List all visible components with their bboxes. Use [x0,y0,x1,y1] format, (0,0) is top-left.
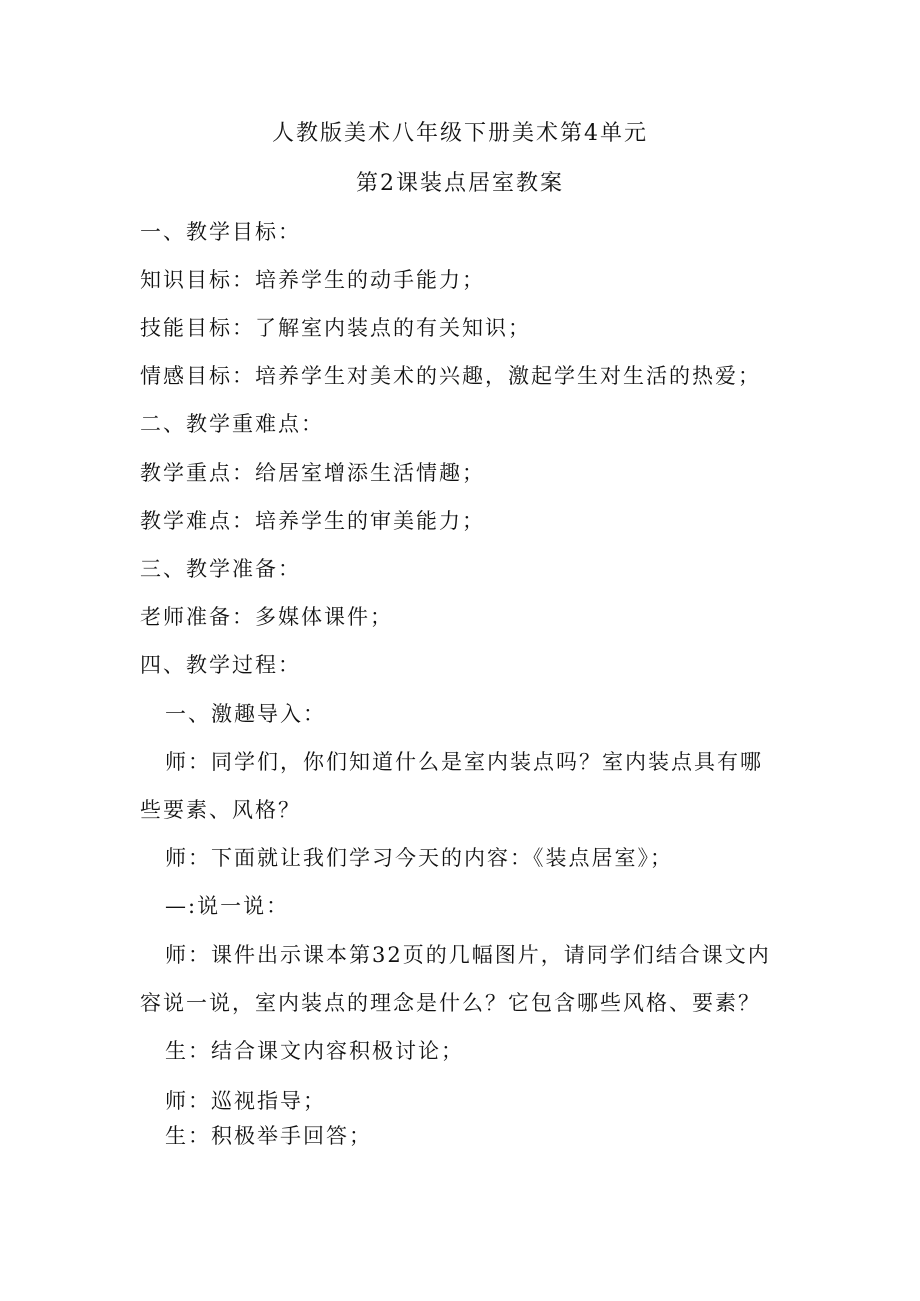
paragraph-teacher-question-line2: 些要素、风格？ [140,798,301,822]
paragraph-teacher-preparation: 老师准备：多媒体课件； [140,605,393,629]
paragraph-emotion-goal: 情感目标：培养学生对美术的兴趣，激起学生对生活的热爱； [140,364,761,388]
paragraph-key-point: 教学重点：给居室增添生活情趣； [140,461,485,485]
paragraph-teacher-slides-line1: 师：课件出示课本第32页的几幅图片，请同学们结合课文内 [165,943,771,967]
document-subtitle: 第2课装点居室教案 [356,171,564,196]
paragraph-skill-goal: 技能目标：了解室内装点的有关知识； [140,316,531,340]
paragraph-student-discuss: 生：结合课文内容积极讨论； [165,1039,464,1063]
paragraph-teacher-question-line1: 师：同学们，你们知道什么是室内装点吗？室内装点具有哪 [165,750,763,774]
paragraph-teacher-guide: 师：巡视指导； [165,1089,326,1113]
document-title: 人教版美术八年级下册美术第4单元 [272,121,648,146]
paragraph-student-answer: 生：积极举手回答； [165,1124,372,1148]
paragraph-teacher-slides-line2: 容说一说，室内装点的理念是什么？它包含哪些风格、要素？ [140,991,761,1015]
section-heading-objectives: 一、教学目标： [140,220,301,244]
paragraph-knowledge-goal: 知识目标：培养学生的动手能力； [140,268,485,292]
subheading-introduction: 一、激趣导入： [165,702,326,726]
paragraph-teacher-intro: 师：下面就让我们学习今天的内容：《装点居室》； [165,846,673,870]
subheading-discussion: —:说一说： [165,894,290,918]
section-heading-key-points: 二、教学重难点： [140,412,324,436]
paragraph-difficult-point: 教学难点：培养学生的审美能力； [140,509,485,533]
section-heading-preparation: 三、教学准备： [140,557,301,581]
section-heading-process: 四、教学过程： [140,653,301,677]
